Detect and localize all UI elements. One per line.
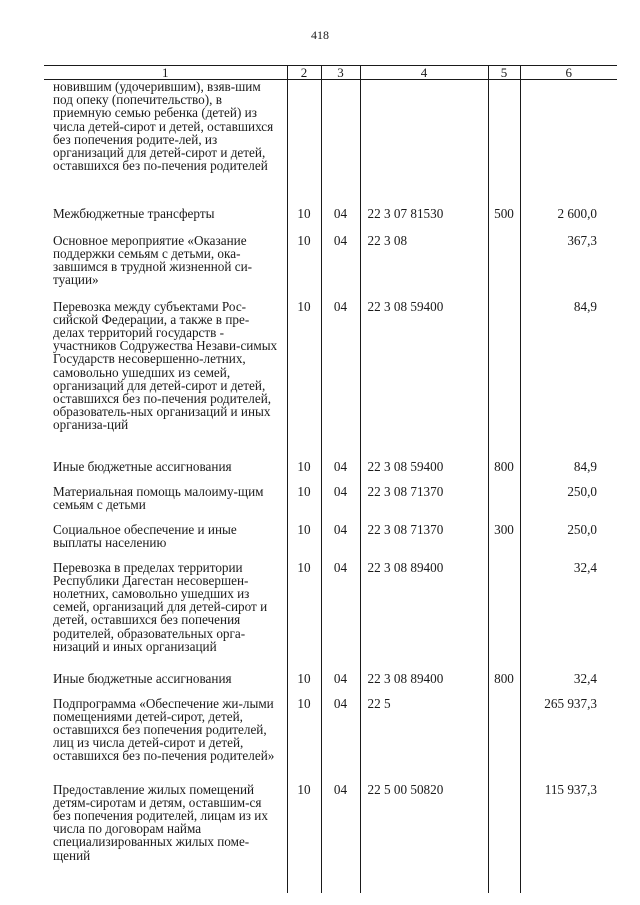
row-name: Подпрограмма «Обеспечение жи-лыми помещениями детей-сирот, детей, оставшихся без попечения родителей, лиц из числа детей-сирот и детей, оставшихся без по-печения родителей» — [53, 695, 275, 764]
row-target-code: 22 3 08 89400 — [360, 561, 488, 672]
table-row — [44, 234, 617, 300]
row-amount: 2 600,0 — [520, 207, 617, 234]
row-expense-type — [488, 561, 520, 672]
row-amount: 84,9 — [520, 300, 617, 460]
row-expense-type: 300 — [488, 523, 520, 561]
row-subsection: 04 — [321, 672, 360, 697]
row-subsection — [321, 80, 360, 207]
budget-table — [44, 65, 617, 893]
header-col-4: 4 — [360, 66, 488, 80]
row-amount: 32,4 — [520, 561, 617, 672]
row-subsection: 04 — [321, 561, 360, 672]
row-target-code: 22 3 08 71370 — [360, 523, 488, 561]
row-section: 10 — [287, 672, 321, 697]
row-amount: 84,9 — [520, 460, 617, 485]
row-target-code: 22 3 07 81530 — [360, 207, 488, 234]
table-body — [44, 80, 617, 893]
table-row — [44, 485, 617, 523]
row-subsection: 04 — [321, 523, 360, 561]
row-section: 10 — [287, 485, 321, 523]
row-expense-type — [488, 300, 520, 460]
row-name: Перевозка в пределах территории Республики Дагестан несовершен-нолетних, самовольно ушедших из семей, организаций для детей-сирот и детей, оставшихся без попечения родителей, образовательных орга-низаций и иных организаций — [53, 559, 268, 654]
row-target-code: 22 3 08 59400 — [360, 300, 488, 460]
row-target-code: 22 3 08 89400 — [360, 672, 488, 697]
row-amount: 115 937,3 — [520, 783, 617, 893]
row-expense-type: 500 — [488, 207, 520, 234]
row-name: Материальная помощь малоиму-щим семьям с детьми — [53, 483, 264, 512]
header-col-3: 3 — [321, 66, 360, 80]
row-target-code: 22 3 08 — [360, 234, 488, 300]
row-subsection: 04 — [321, 485, 360, 523]
row-amount: 265 937,3 — [520, 697, 617, 783]
row-section: 10 — [287, 460, 321, 485]
row-target-code: 22 3 08 71370 — [360, 485, 488, 523]
table-row — [44, 783, 617, 893]
row-section: 10 — [287, 234, 321, 300]
row-section: 10 — [287, 300, 321, 460]
table-row — [44, 523, 617, 561]
page-number: 418 — [311, 28, 329, 42]
row-name: Иные бюджетные ассигнования — [53, 458, 232, 474]
row-expense-type — [488, 80, 520, 207]
row-subsection: 04 — [321, 783, 360, 893]
table-row — [44, 207, 617, 234]
row-name: новившим (удочерившим), взяв-шим под опеку (попечительство), в приемную семью ребенка (детей) из числа детей-сирот и детей, оставшихся без попечения родите-лей, из организаций для детей-сирот и детей, оставшихся без по-печения родителей — [53, 79, 274, 174]
row-section: 10 — [287, 207, 321, 234]
table-row — [44, 460, 617, 485]
row-name: Основное мероприятие «Оказание поддержки семьям с детьми, ока-завшимся в трудной жизненной си-туации» — [53, 232, 253, 288]
row-subsection: 04 — [321, 697, 360, 783]
row-target-code: 22 5 00 50820 — [360, 783, 488, 893]
row-target-code: 22 5 — [360, 697, 488, 783]
row-subsection: 04 — [321, 207, 360, 234]
table-row — [44, 697, 617, 783]
header-col-2: 2 — [287, 66, 321, 80]
row-target-code — [360, 80, 488, 207]
row-expense-type — [488, 234, 520, 300]
row-expense-type: 800 — [488, 672, 520, 697]
row-name: Предоставление жилых помещений детям-сиротам и детям, оставшим-ся без попечения родителей, лицам из их числа по договорам найма специализированных жилых поме-щений — [53, 781, 268, 863]
row-expense-type — [488, 783, 520, 893]
table-row — [44, 300, 617, 460]
table-row — [44, 561, 617, 672]
row-amount: 250,0 — [520, 485, 617, 523]
table-header-row — [44, 66, 617, 80]
header-col-6: 6 — [520, 66, 617, 80]
header-col-5: 5 — [488, 66, 520, 80]
row-expense-type — [488, 697, 520, 783]
row-section: 10 — [287, 523, 321, 561]
table-row — [44, 672, 617, 697]
row-subsection: 04 — [321, 234, 360, 300]
row-expense-type: 800 — [488, 460, 520, 485]
row-amount: 250,0 — [520, 523, 617, 561]
row-section: 10 — [287, 697, 321, 783]
row-target-code: 22 3 08 59400 — [360, 460, 488, 485]
row-section: 10 — [287, 561, 321, 672]
row-name: Социальное обеспечение и иные выплаты населению — [53, 521, 237, 550]
table-row — [44, 80, 617, 207]
row-name: Межбюджетные трансферты — [53, 205, 215, 221]
row-section — [287, 80, 321, 207]
row-amount — [520, 80, 617, 207]
row-amount: 367,3 — [520, 234, 617, 300]
row-expense-type — [488, 485, 520, 523]
header-col-1: 1 — [44, 66, 287, 80]
row-subsection: 04 — [321, 460, 360, 485]
row-section: 10 — [287, 783, 321, 893]
row-name: Перевозка между субъектами Рос-сийской Федерации, а также в пре-делах территорий государств - участников Содружества Незави-симых Государств несовершенно-летних, самовольно ушедших из семей, организаций для детей-сирот и детей, оставшихся без по-печения родителей, образователь-ных организаций и иных организа-ций — [53, 298, 278, 433]
row-subsection: 04 — [321, 300, 360, 460]
row-amount: 32,4 — [520, 672, 617, 697]
row-name: Иные бюджетные ассигнования — [53, 670, 232, 686]
